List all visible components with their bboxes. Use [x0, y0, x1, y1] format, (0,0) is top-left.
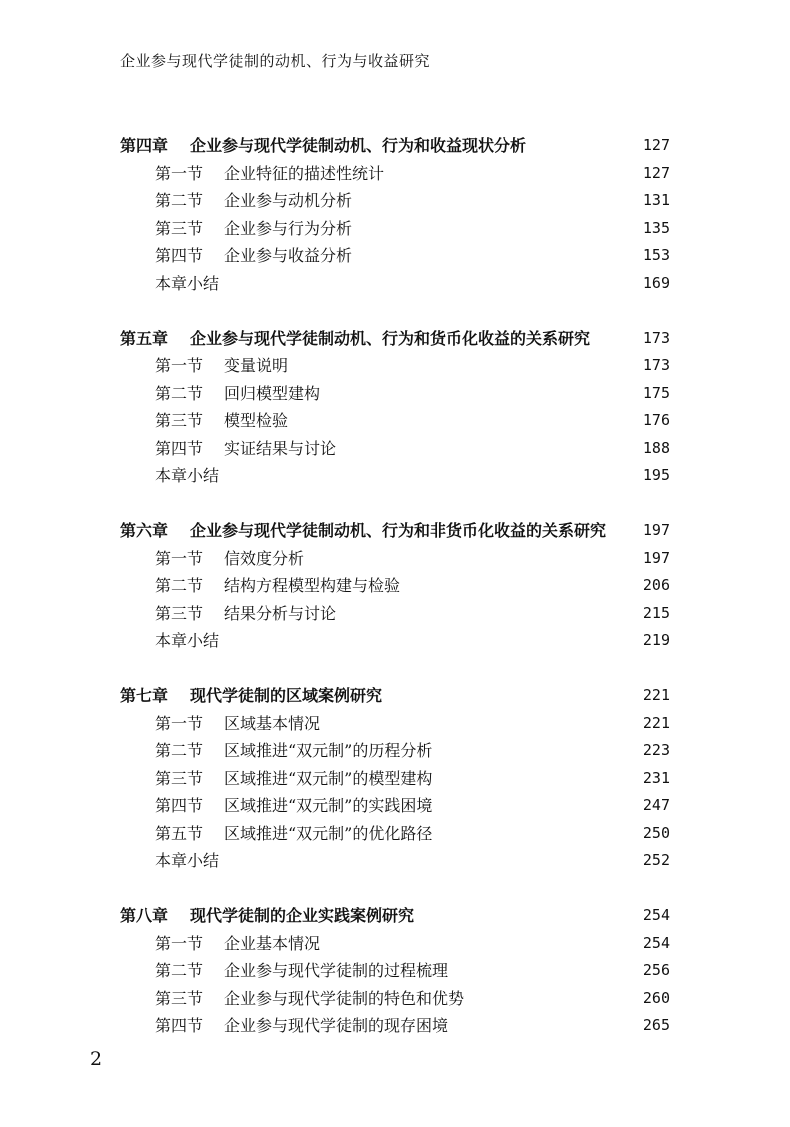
summary-label: 本章小结	[155, 631, 220, 650]
toc-chapter-row[interactable]	[0, 325, 790, 353]
section-page-number: 265	[642, 1016, 670, 1034]
section-label: 第三节	[155, 603, 204, 623]
section-page-number: 221	[642, 713, 670, 732]
section-title: 企业参与动机分析	[224, 191, 353, 210]
toc-section-row[interactable]	[0, 407, 790, 435]
chapter-gap	[0, 875, 790, 903]
section-label: 第二节	[155, 961, 204, 980]
summary-page-number: 169	[642, 273, 670, 292]
toc-section-row[interactable]	[0, 1012, 790, 1040]
section-page-number: 215	[642, 603, 670, 622]
summary-label: 本章小结	[155, 273, 220, 293]
chapter-label: 第六章	[120, 521, 169, 540]
chapter-title: 企业参与现代学徒制动机、行为和非货币化收益的关系研究	[190, 521, 607, 540]
section-page-number: 260	[642, 988, 670, 1007]
section-page-number: 175	[642, 383, 670, 402]
section-title: 企业参与现代学徒制的特色和优势	[224, 988, 465, 1008]
toc-chapter-row[interactable]	[0, 682, 790, 710]
section-label: 第三节	[155, 411, 204, 430]
section-label: 第三节	[155, 988, 204, 1008]
toc-section-row[interactable]	[0, 710, 790, 738]
section-title: 区域推进“双元制”的优化路径	[224, 823, 433, 843]
section-page-number: 173	[642, 356, 670, 374]
section-title: 回归模型建构	[224, 383, 321, 403]
chapter-title: 现代学徒制的企业实践案例研究	[190, 906, 415, 925]
chapter-page-number: 127	[642, 136, 670, 154]
section-label: 第四节	[155, 796, 204, 815]
section-page-number: 197	[642, 548, 670, 567]
section-page-number: 188	[642, 438, 670, 457]
section-title: 企业基本情况	[224, 933, 321, 953]
toc-section-row[interactable]	[0, 820, 790, 848]
summary-page-number: 195	[642, 466, 670, 484]
chapter-label: 第四章	[120, 136, 169, 155]
section-page-number: 135	[642, 218, 670, 237]
table-of-contents	[0, 132, 790, 1040]
section-page-number: 231	[642, 768, 670, 787]
toc-section-row[interactable]	[0, 737, 790, 765]
section-page-number: 250	[642, 823, 670, 842]
section-title: 区域基本情况	[224, 713, 321, 733]
toc-section-row[interactable]	[0, 160, 790, 188]
toc-section-row[interactable]	[0, 930, 790, 958]
chapter-title: 企业参与现代学徒制动机、行为和货币化收益的关系研究	[190, 328, 591, 348]
toc-section-row[interactable]	[0, 765, 790, 793]
summary-page-number: 219	[642, 631, 670, 649]
toc-section-row[interactable]	[0, 572, 790, 600]
section-label: 第四节	[155, 246, 204, 265]
toc-section-row[interactable]	[0, 435, 790, 463]
section-title: 区域推进“双元制”的历程分析	[224, 741, 433, 760]
toc-chapter-row[interactable]	[0, 132, 790, 160]
section-label: 第一节	[155, 356, 204, 375]
section-page-number: 127	[642, 163, 670, 182]
section-label: 第二节	[155, 576, 204, 595]
section-label: 第三节	[155, 218, 204, 238]
chapter-gap	[0, 655, 790, 683]
section-label: 第二节	[155, 383, 204, 403]
toc-chapter-row[interactable]	[0, 517, 790, 545]
toc-summary-row[interactable]	[0, 627, 790, 655]
section-page-number: 176	[642, 411, 670, 429]
running-head: 企业参与现代学徒制的动机、行为与收益研究	[120, 52, 431, 70]
section-title: 企业参与收益分析	[224, 246, 353, 265]
section-label: 第二节	[155, 191, 204, 210]
chapter-label: 第七章	[120, 686, 169, 705]
toc-section-row[interactable]	[0, 985, 790, 1013]
summary-label: 本章小结	[155, 466, 220, 485]
section-label: 第四节	[155, 1016, 204, 1035]
section-title: 模型检验	[224, 411, 289, 430]
chapter-label: 第五章	[120, 328, 169, 348]
section-page-number: 206	[642, 576, 670, 594]
section-title: 实证结果与讨论	[224, 438, 337, 458]
section-label: 第二节	[155, 741, 204, 760]
chapter-gap	[0, 297, 790, 325]
section-page-number: 223	[642, 741, 670, 759]
section-label: 第五节	[155, 823, 204, 843]
section-title: 结果分析与讨论	[224, 603, 337, 623]
toc-section-row[interactable]	[0, 352, 790, 380]
summary-page-number: 252	[642, 851, 670, 869]
chapter-title: 企业参与现代学徒制动机、行为和收益现状分析	[190, 136, 527, 155]
section-label: 第三节	[155, 768, 204, 788]
toc-section-row[interactable]	[0, 600, 790, 628]
section-page-number: 153	[642, 246, 670, 264]
chapter-page-number: 221	[642, 686, 670, 704]
section-title: 企业特征的描述性统计	[224, 163, 385, 183]
toc-section-row[interactable]	[0, 545, 790, 573]
chapter-page-number: 173	[642, 328, 670, 347]
section-title: 结构方程模型构建与检验	[224, 576, 401, 595]
toc-summary-row[interactable]	[0, 847, 790, 875]
chapter-page-number: 197	[642, 521, 670, 539]
section-title: 变量说明	[224, 356, 289, 375]
section-page-number: 256	[642, 961, 670, 979]
section-label: 第一节	[155, 163, 204, 183]
chapter-label: 第八章	[120, 906, 169, 925]
chapter-title: 现代学徒制的区域案例研究	[190, 686, 383, 705]
toc-section-row[interactable]	[0, 792, 790, 820]
section-page-number: 254	[642, 933, 670, 952]
section-label: 第一节	[155, 933, 204, 953]
summary-label: 本章小结	[155, 851, 220, 870]
toc-section-row[interactable]	[0, 215, 790, 243]
toc-section-row[interactable]	[0, 957, 790, 985]
toc-section-row[interactable]	[0, 380, 790, 408]
chapter-gap	[0, 490, 790, 518]
toc-section-row[interactable]	[0, 242, 790, 270]
section-title: 企业参与行为分析	[224, 218, 353, 238]
section-label: 第一节	[155, 548, 204, 568]
toc-summary-row[interactable]	[0, 270, 790, 298]
chapter-page-number: 254	[642, 906, 670, 924]
toc-summary-row[interactable]	[0, 462, 790, 490]
section-label: 第四节	[155, 438, 204, 458]
section-page-number: 131	[642, 191, 670, 209]
section-title: 信效度分析	[224, 548, 305, 568]
section-page-number: 247	[642, 796, 670, 814]
toc-chapter-row[interactable]	[0, 902, 790, 930]
section-label: 第一节	[155, 713, 204, 733]
section-title: 企业参与现代学徒制的现存困境	[224, 1016, 449, 1035]
section-title: 区域推进“双元制”的模型建构	[224, 768, 433, 788]
page-number: 2	[90, 1048, 103, 1070]
toc-section-row[interactable]	[0, 187, 790, 215]
section-title: 区域推进“双元制”的实践困境	[224, 796, 433, 815]
section-title: 企业参与现代学徒制的过程梳理	[224, 961, 449, 980]
